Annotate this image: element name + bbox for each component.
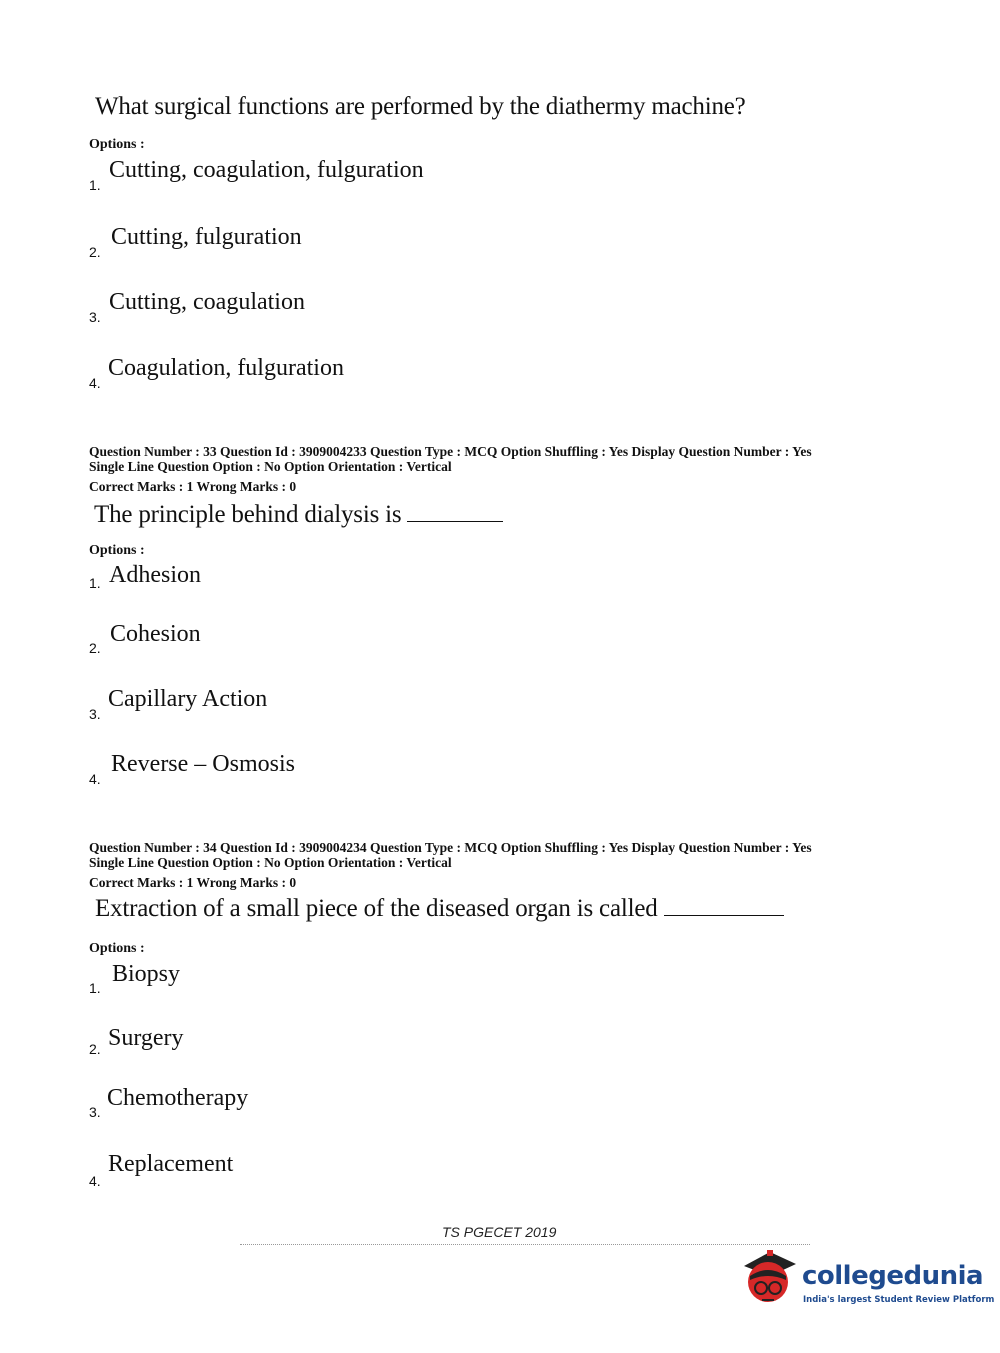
option-text: Cutting, fulguration	[111, 224, 302, 250]
option-text: Chemotherapy	[107, 1085, 249, 1111]
question-text-content: Extraction of a small piece of the diseased organ is called	[95, 895, 658, 922]
option-number: 1.	[89, 575, 101, 591]
collegedunia-mascot-icon	[740, 1246, 800, 1310]
option-text: Reverse – Osmosis	[111, 751, 295, 777]
question-meta-line: Single Line Question Option : No Option Orientation : Vertical	[89, 459, 452, 474]
option-number: 4.	[89, 771, 101, 787]
footer-divider	[240, 1244, 810, 1245]
question-meta-line: Question Number : 33 Question Id : 3909004233 Question Type : MCQ Option Shuffling : Yes Display Question Number : Yes	[89, 444, 812, 459]
option-text: Biopsy	[112, 961, 181, 987]
options-label: Options :	[89, 137, 145, 152]
option-text: Cutting, coagulation, fulguration	[109, 157, 424, 183]
answer-blank	[407, 501, 503, 522]
question-text: What surgical functions are performed by the diathermy machine?	[95, 93, 746, 120]
option-number: 4.	[89, 375, 101, 391]
option-text: Cohesion	[110, 621, 201, 647]
option-number: 1.	[89, 177, 101, 193]
option-text: Adhesion	[109, 562, 201, 588]
option-number: 1.	[89, 980, 101, 996]
logo-tagline: India's largest Student Review Platform	[803, 1295, 995, 1305]
option-number: 2.	[89, 640, 101, 656]
footer-exam-label: TS PGECET 2019	[442, 1224, 557, 1240]
option-number: 2.	[89, 1041, 101, 1057]
option-text: Capillary Action	[108, 686, 268, 712]
option-text: Coagulation, fulguration	[108, 355, 344, 381]
marks-line: Correct Marks : 1 Wrong Marks : 0	[89, 875, 297, 890]
option-text: Replacement	[108, 1151, 234, 1177]
logo-wordmark: collegedunia	[802, 1261, 984, 1291]
option-number: 3.	[89, 706, 101, 722]
option-text: Cutting, coagulation	[109, 289, 305, 315]
marks-line: Correct Marks : 1 Wrong Marks : 0	[89, 479, 297, 494]
question-text	[95, 895, 784, 923]
options-label: Options :	[89, 941, 145, 956]
question-meta-line: Question Number : 34 Question Id : 3909004234 Question Type : MCQ Option Shuffling : Yes Display Question Number : Yes	[89, 840, 812, 855]
question-text	[94, 501, 503, 529]
answer-blank	[664, 895, 784, 916]
option-number: 3.	[89, 1104, 101, 1120]
option-number: 3.	[89, 309, 101, 325]
question-text-content: The principle behind dialysis is	[94, 501, 402, 528]
options-label: Options :	[89, 543, 145, 558]
question-meta-line: Single Line Question Option : No Option Orientation : Vertical	[89, 855, 452, 870]
option-text: Surgery	[108, 1025, 184, 1051]
option-number: 2.	[89, 244, 101, 260]
option-number: 4.	[89, 1173, 101, 1189]
